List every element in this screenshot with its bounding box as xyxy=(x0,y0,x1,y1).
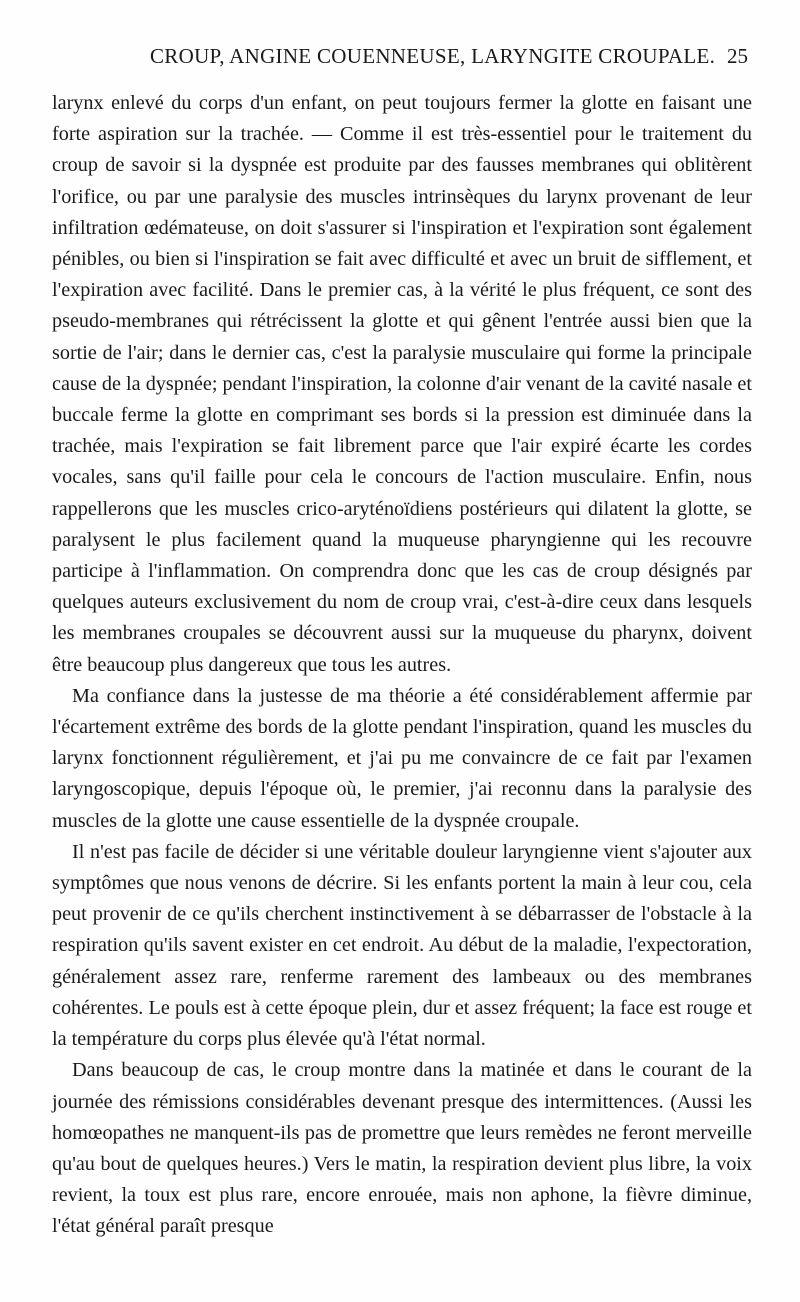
chapter-title: CROUP, ANGINE COUENNEUSE, LARYNGITE CROUPALE. xyxy=(150,44,716,68)
page-number: 25 xyxy=(727,44,748,68)
paragraph-1: larynx enlevé du corps d'un enfant, on peut toujours fermer la glotte en faisant une forte aspiration sur la trachée. — Comme il est très-essentiel pour le traitement du croup de savoir si la dyspnée est produite par des fausses membranes qui oblitèrent l'orifice, ou par une paralysie des muscles intrinsèques du larynx provenant de leur infiltration œdémateuse, on doit s'assurer si l'inspiration et l'expiration sont également pénibles, ou bien si l'inspiration se fait avec difficulté et avec un bruit de sifflement, et l'expiration avec facilité. Dans le premier cas, à la vérité le plus fréquent, ce sont des pseudo-membranes qui rétrécissent la glotte et qui gênent l'entrée aussi bien que la sortie de l'air; dans le dernier cas, c'est la paralysie musculaire qui forme la principale cause de la dyspnée; pendant l'inspiration, la colonne d'air venant de la cavité nasale et buccale ferme la glotte en comprimant ses bords si la pression est diminuée dans la trachée, mais l'expiration se fait librement parce que l'air expiré écarte les cordes vocales, sans qu'il faille pour cela le concours de l'action musculaire. Enfin, nous rappellerons que les muscles crico-aryténoïdiens postérieurs qui dilatent la glotte, se paralysent le plus facilement quand la muqueuse pharyngienne qui les recouvre participe à l'inflammation. On comprendra donc que les cas de croup désignés par quelques auteurs exclusivement du nom de croup vrai, c'est-à-dire ceux dans lesquels les membranes croupales se découvrent aussi sur la muqueuse du pharynx, doivent être beaucoup plus dangereux que tous les autres. xyxy=(52,92,752,676)
body-text xyxy=(52,88,752,1243)
paragraph-2: Ma confiance dans la justesse de ma théorie a été considérablement affermie par l'écartement extrême des bords de la glotte pendant l'inspiration, quand les muscles du larynx fonctionnent régulièrement, et j'ai pu me convaincre de ce fait par l'examen laryngoscopique, depuis l'époque où, le premier, j'ai reconnu dans la paralysie des muscles de la glotte une cause essentielle de la dyspnée croupale. xyxy=(52,684,752,832)
running-header xyxy=(150,44,748,74)
paragraph-4: Dans beaucoup de cas, le croup montre dans la matinée et dans le courant de la journée des rémissions considérables devenant presque des intermittences. (Aussi les homœopathes ne manquent-ils pas de promettre que leurs remèdes ne feront merveille qu'au bout de quelques heures.) Vers le matin, la respiration devient plus libre, la voix revient, la toux est plus rare, encore enrouée, mais non aphone, la fièvre diminue, l'état général paraît presque xyxy=(52,1059,752,1238)
paragraph-3: Il n'est pas facile de décider si une véritable douleur laryngienne vient s'ajouter aux symptômes que nous venons de décrire. Si les enfants portent la main à leur cou, cela peut provenir de ce qu'ils cherchent instinctivement à se débarrasser de l'obstacle à la respiration qu'ils savent exister en cet endroit. Au début de la maladie, l'expectoration, généralement assez rare, renferme rarement des lambeaux ou des membranes cohérentes. Le pouls est à cette époque plein, dur et assez fréquent; la face est rouge et la température du corps plus élevée qu'à l'état normal. xyxy=(52,840,752,1051)
